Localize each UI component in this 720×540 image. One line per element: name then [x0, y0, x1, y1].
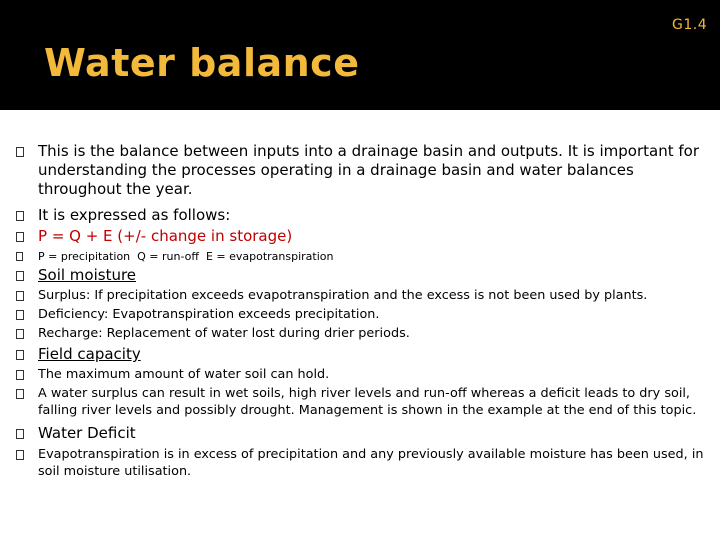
water-deficit-heading: Water Deficit [38, 424, 136, 442]
bullet-box-icon [16, 389, 24, 399]
expressed-text: It is expressed as follows: [38, 206, 231, 224]
recharge-text: Recharge: Replacement of water lost during drier periods. [38, 326, 410, 341]
field-capacity-heading: Field capacity [38, 345, 141, 363]
key-text: P = precipitation Q = run-off E = evapotranspiration [38, 250, 334, 263]
surplus-text: Surplus: If precipitation exceeds evapotranspiration and the excess is not been used by plants. [38, 288, 648, 303]
fc-surplus-text: A water surplus can result in wet soils, high river levels and run-off whereas a deficit leads to dry soil, falling river levels and possibly drought. Management is shown in the example at the end of this topic. [38, 386, 697, 418]
bullet-box-icon [16, 450, 24, 460]
slide-title: Water balance [44, 41, 360, 85]
bullet-box-icon [16, 329, 24, 339]
bullet-box-icon [16, 350, 24, 360]
bullet-box-icon [16, 429, 24, 439]
bullet-box-icon [16, 291, 24, 301]
slide-number: G1.4 [672, 17, 708, 33]
deficiency-text: Deficiency: Evapotranspiration exceeds precipitation. [38, 307, 380, 322]
bullet-box-icon [16, 310, 24, 320]
slide-content [0, 110, 720, 540]
bullet-box-icon [16, 211, 24, 221]
bullet-box-icon [16, 370, 24, 380]
bullet-box-icon [16, 271, 24, 281]
bullet-box-icon [16, 232, 24, 242]
bullet-box-icon [16, 252, 23, 261]
bullet-box-icon [16, 147, 24, 157]
intro-text: This is the balance between inputs into a drainage basin and outputs. It is important for understanding the processes operating in a drainage basin and water balances throughout the year. [38, 142, 700, 198]
equation-text: P = Q + E (+/- change in storage) [38, 227, 293, 245]
fc-max-text: The maximum amount of water soil can hold. [38, 367, 330, 382]
deficit-text: Evapotranspiration is in excess of precipitation and any previously available moisture has been used, in soil moisture utilisation. [38, 447, 704, 479]
soil-moisture-heading: Soil moisture [38, 266, 137, 284]
